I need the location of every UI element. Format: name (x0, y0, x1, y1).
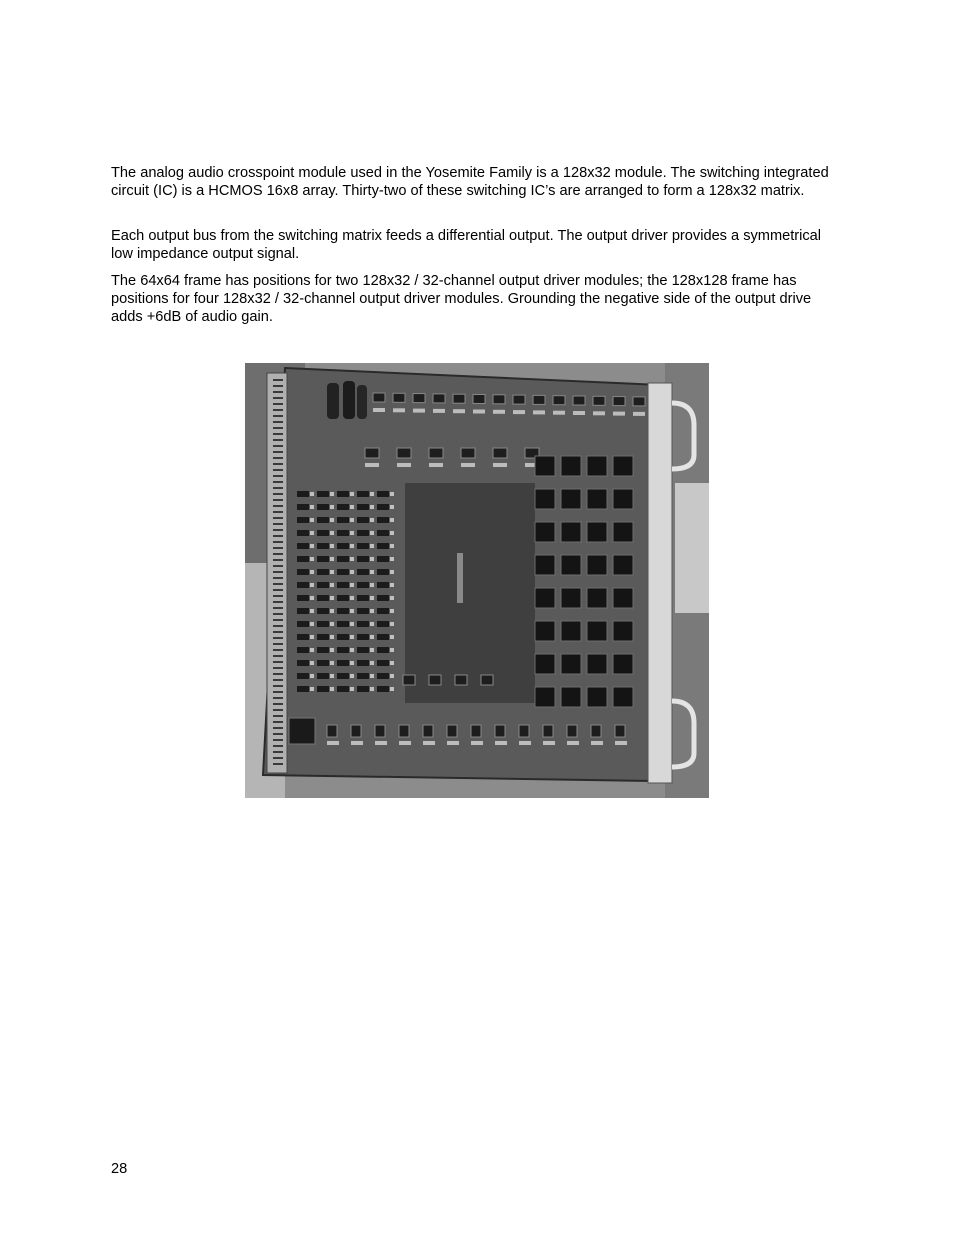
top-ic (397, 448, 411, 458)
left-ic (377, 673, 389, 679)
paragraph-output-bus: Each output bus from the switching matrix feeds a differential output. The output driver provides a symmetrical low impedance output signal. (111, 228, 822, 262)
left-ic (377, 504, 389, 510)
left-ic (297, 647, 309, 653)
left-ic (297, 673, 309, 679)
top-ic (533, 395, 545, 404)
left-ic (317, 504, 329, 510)
left-ic (297, 582, 309, 588)
left-ic (357, 556, 369, 562)
left-ic (377, 543, 389, 549)
left-ic (357, 543, 369, 549)
left-ic (297, 530, 309, 536)
left-ic (337, 660, 349, 666)
bottom-ic (351, 725, 361, 737)
crosspoint-ic (587, 522, 607, 542)
crosspoint-ic (613, 555, 633, 575)
left-ic (337, 621, 349, 627)
bottom-ic (519, 725, 529, 737)
bottom-ic (543, 725, 553, 737)
top-ic (429, 448, 443, 458)
crosspoint-ic (535, 555, 555, 575)
left-ic (357, 517, 369, 523)
crosspoint-ic (613, 456, 633, 476)
top-ic (461, 448, 475, 458)
top-ic (393, 393, 405, 402)
crosspoint-ic (587, 489, 607, 509)
bottom-ic (429, 675, 441, 685)
left-ic (377, 569, 389, 575)
top-ic (593, 396, 605, 405)
bottom-ic (455, 675, 467, 685)
left-ic (357, 608, 369, 614)
left-ic (337, 543, 349, 549)
paragraph-crosspoint-module: The analog audio crosspoint module used in the Yosemite Family is a 128x32 module. The switching integrated circuit (IC) is a HCMOS 16x8 array. Thirty-two of these switching IC’s are arranged to form a 128x32 matrix. (111, 165, 829, 199)
left-ic (357, 647, 369, 653)
left-ic (297, 517, 309, 523)
left-ic (317, 595, 329, 601)
crosspoint-ic (561, 621, 581, 641)
top-ic (373, 393, 385, 402)
left-ic (357, 569, 369, 575)
left-ic (357, 504, 369, 510)
left-ic (337, 634, 349, 640)
left-ic (337, 595, 349, 601)
left-ic (317, 686, 329, 692)
top-ic (433, 394, 445, 403)
left-ic (297, 491, 309, 497)
top-ic (453, 394, 465, 403)
left-ic (297, 543, 309, 549)
left-ic (317, 517, 329, 523)
left-ic (337, 491, 349, 497)
crosspoint-ic (535, 522, 555, 542)
left-ic (337, 647, 349, 653)
bottom-ic (447, 725, 457, 737)
top-ic (633, 397, 645, 406)
bottom-ic (375, 725, 385, 737)
bottom-ic (591, 725, 601, 737)
bottom-ic (495, 725, 505, 737)
crosspoint-ic (613, 489, 633, 509)
crosspoint-ic (561, 588, 581, 608)
left-ic (377, 595, 389, 601)
left-ic (297, 634, 309, 640)
top-ic (365, 448, 379, 458)
left-ic (317, 608, 329, 614)
left-ic (377, 491, 389, 497)
crosspoint-ic (535, 489, 555, 509)
left-ic (337, 608, 349, 614)
crosspoint-ic (535, 588, 555, 608)
crosspoint-ic (587, 456, 607, 476)
left-ic (317, 491, 329, 497)
left-ic (377, 517, 389, 523)
crosspoint-ic (561, 654, 581, 674)
crosspoint-ic (587, 588, 607, 608)
left-ic (357, 634, 369, 640)
circuit-board-photo (245, 363, 709, 798)
left-ic (377, 647, 389, 653)
crosspoint-ic (535, 687, 555, 707)
bottom-ic (423, 725, 433, 737)
crosspoint-ic (535, 621, 555, 641)
top-ic (473, 395, 485, 404)
crosspoint-ic (613, 654, 633, 674)
left-ic (317, 530, 329, 536)
top-ic (573, 396, 585, 405)
left-ic (357, 686, 369, 692)
left-ic (297, 660, 309, 666)
crosspoint-ic (613, 588, 633, 608)
left-ic (317, 569, 329, 575)
left-ic (337, 686, 349, 692)
left-ic (297, 504, 309, 510)
left-ic (297, 556, 309, 562)
top-ic (493, 448, 507, 458)
crosspoint-ic (561, 522, 581, 542)
left-ic (317, 660, 329, 666)
left-ic (377, 621, 389, 627)
crosspoint-ic (587, 654, 607, 674)
crosspoint-ic (561, 456, 581, 476)
bottom-ic (567, 725, 577, 737)
left-ic (357, 582, 369, 588)
left-ic (337, 673, 349, 679)
top-ic (493, 395, 505, 404)
page-number: 28 (111, 1161, 128, 1177)
left-ic (377, 556, 389, 562)
crosspoint-ic (613, 522, 633, 542)
left-ic (317, 634, 329, 640)
left-ic (377, 530, 389, 536)
left-ic (337, 582, 349, 588)
left-ic (337, 517, 349, 523)
bottom-ic (403, 675, 415, 685)
left-ic (317, 582, 329, 588)
crosspoint-ic (613, 687, 633, 707)
paragraph-frame-positions: The 64x64 frame has positions for two 128x32 / 32-channel output driver modules; the 128x128 frame has positions for four 128x32 / 32-channel output driver modules. Grounding the negative side of the output drive adds +6dB of audio gain. (111, 273, 812, 325)
left-ic (297, 595, 309, 601)
left-ic (297, 569, 309, 575)
crosspoint-ic (587, 687, 607, 707)
crosspoint-ic (561, 687, 581, 707)
crosspoint-ic (535, 456, 555, 476)
left-ic (377, 608, 389, 614)
left-ic (357, 673, 369, 679)
left-ic (337, 530, 349, 536)
bottom-ic (481, 675, 493, 685)
top-ic (553, 396, 565, 405)
bottom-ic (615, 725, 625, 737)
left-ic (317, 621, 329, 627)
left-ic (317, 647, 329, 653)
crosspoint-ic (613, 621, 633, 641)
left-ic (337, 504, 349, 510)
crosspoint-ic (587, 555, 607, 575)
bottom-ic (399, 725, 409, 737)
bottom-ic (471, 725, 481, 737)
top-ic (513, 395, 525, 404)
left-ic (357, 621, 369, 627)
left-ic (357, 491, 369, 497)
left-ic (377, 634, 389, 640)
left-ic (317, 556, 329, 562)
left-ic (317, 673, 329, 679)
left-ic (357, 595, 369, 601)
left-ic (337, 569, 349, 575)
left-ic (377, 686, 389, 692)
left-ic (377, 582, 389, 588)
left-ic (297, 686, 309, 692)
crosspoint-ic (587, 621, 607, 641)
left-ic (297, 608, 309, 614)
left-ic (297, 621, 309, 627)
top-ic (413, 394, 425, 403)
crosspoint-ic (535, 654, 555, 674)
left-ic (357, 530, 369, 536)
crosspoint-ic (561, 489, 581, 509)
bottom-ic (327, 725, 337, 737)
crosspoint-ic (561, 555, 581, 575)
left-ic (377, 660, 389, 666)
top-ic (613, 397, 625, 406)
left-ic (317, 543, 329, 549)
left-ic (357, 660, 369, 666)
left-ic (337, 556, 349, 562)
